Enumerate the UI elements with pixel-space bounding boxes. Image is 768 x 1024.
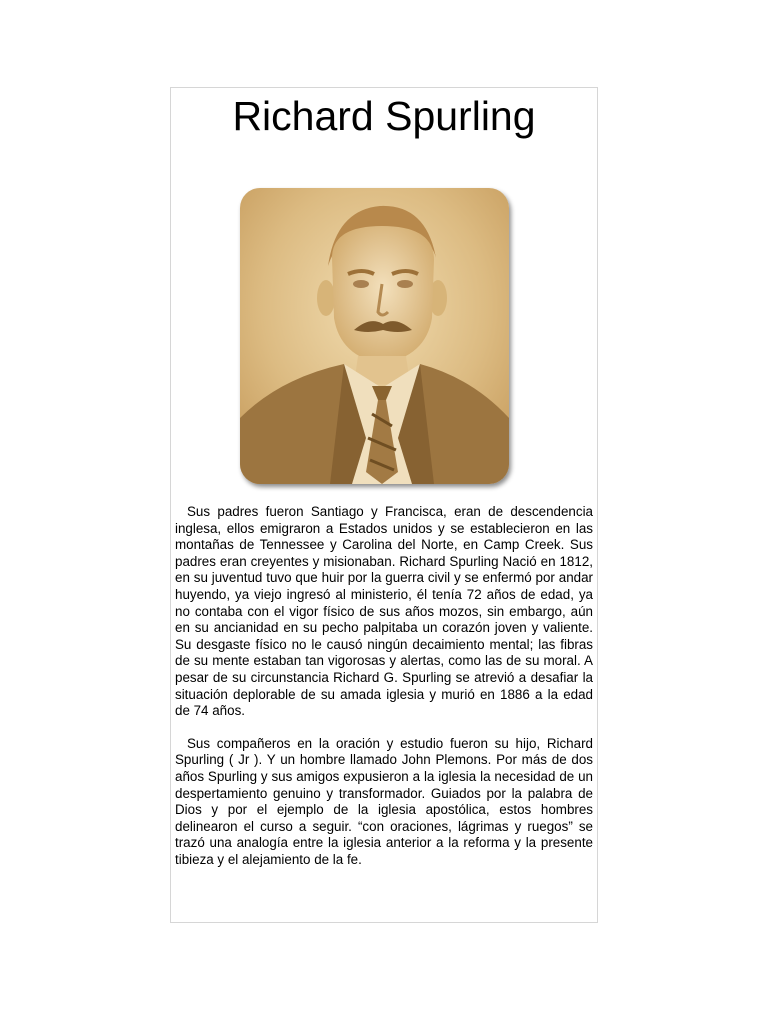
- document-page: [170, 87, 598, 923]
- body-text: [175, 504, 593, 884]
- portrait-illustration: [240, 188, 509, 484]
- portrait-photo: [240, 188, 509, 484]
- paragraph-1: Sus padres fueron Santiago y Francisca, eran de descendencia inglesa, ellos emigraron a Estados unidos y se establecieron en las montañas de Tennessee y Carolina del Norte, en Camp Creek. Sus padres eran creyentes y misionaban. Richard Spurling Nació en 1812, en su juventud tuvo que huir por la guerra civil y se enfermó por andar huyendo, ya viejo ingresó al ministerio, él tenía 72 años de edad, ya no contaba con el vigor físico de sus años mozos, sin embargo, aún en su ancianidad en su pecho palpitaba un corazón joven y valiente. Su desgaste físico no le causó ningún decaimiento mental; las fibras de su mente estaban tan vigorosas y alertas, como las de su moral. A pesar de su circunstancia Richard G. Spurling se atrevió a desafiar la situación deplorable de su amada iglesia y murió en 1886 a la edad de 74 años.: [175, 504, 593, 719]
- paragraph-2: Sus compañeros en la oración y estudio fueron su hijo, Richard Spurling ( Jr ). Y un hombre llamado John Plemons. Por más de dos años Spurling y sus amigos expusieron a la iglesia la necesidad de un despertamiento genuino y transformador. Guiados por la palabra de Dios y por el ejemplo de la iglesia apostólica, estos hombres delinearon el curso a seguir. “con oraciones, lágrimas y ruegos” se trazó una analogía entre la iglesia anterior a la reforma y la presente tibieza y el alejamiento de la fe.: [175, 735, 593, 867]
- page-title: Richard Spurling: [232, 93, 536, 139]
